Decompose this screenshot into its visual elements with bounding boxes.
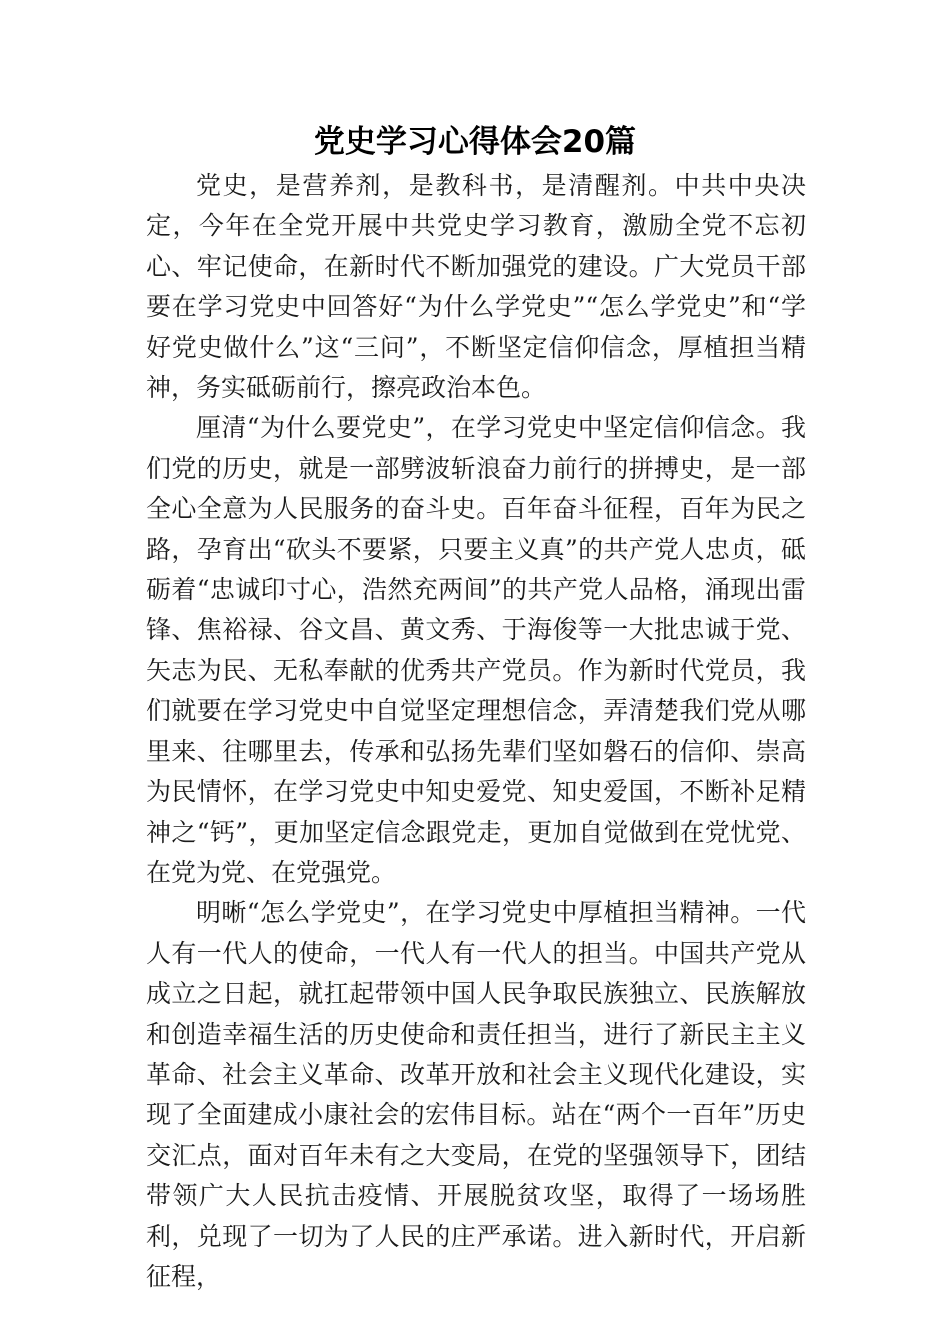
paragraph-how-study: 明晰“怎么学党史”，在学习党史中厚植担当精神。一代人有一代人的使命，一代人有一代人的担当。中国共产党从成立之日起，就扛起带领中国人民争取民族独立、民族解放和创造幸福生活的历史使命和责任担当，进行了新民主主义革命、社会主义革命、改革开放和社会主义现代化建设，实现了全面建成小康社会的宏伟目标。站在“两个一百年”历史交汇点，面对百年未有之大变局，在党的坚强领导下，团结带领广大人民抗击疫情、开展脱贫攻坚，取得了一场场胜利，兑现了一切为了人民的庄严承诺。进入新时代，开启新征程， xyxy=(146,898,806,1291)
document-body xyxy=(146,166,806,1297)
document-title: 党史学习心得体会20篇 xyxy=(313,124,637,160)
paragraph-why-study: 厘清“为什么要党史”，在学习党史中坚定信仰信念。我们党的历史，就是一部劈波斩浪奋力前行的拼搏史，是一部全心全意为人民服务的奋斗史。百年奋斗征程，百年为民之路，孕育出“砍头不要紧，只要主义真”的共产党人忠贞，砥砺着“忠诚印寸心，浩然充两间”的共产党人品格，涌现出雷锋、焦裕禄、谷文昌、黄文秀、于海俊等一大批忠诚于党、矢志为民、无私奉献的优秀共产党员。作为新时代党员，我们就要在学习党史中自觉坚定理想信念，弄清楚我们党从哪里来、往哪里去，传承和弘扬先辈们坚如磐石的信仰、崇高为民情怀，在学习党史中知史爱党、知史爱国，不断补足精神之“钙”，更加坚定信念跟党走，更加自觉做到在党忧党、在党为党、在党强党。 xyxy=(146,413,806,887)
paragraph-intro: 党史，是营养剂，是教科书，是清醒剂。中共中央决定，今年在全党开展中共党史学习教育，激励全党不忘初心、牢记使命，在新时代不断加强党的建设。广大党员干部要在学习党史中回答好“为什么学党史”“怎么学党史”和“学好党史做什么”这“三问”，不断坚定信仰信念，厚植担当精神，务实砥砺前行，擦亮政治本色。 xyxy=(146,171,806,403)
